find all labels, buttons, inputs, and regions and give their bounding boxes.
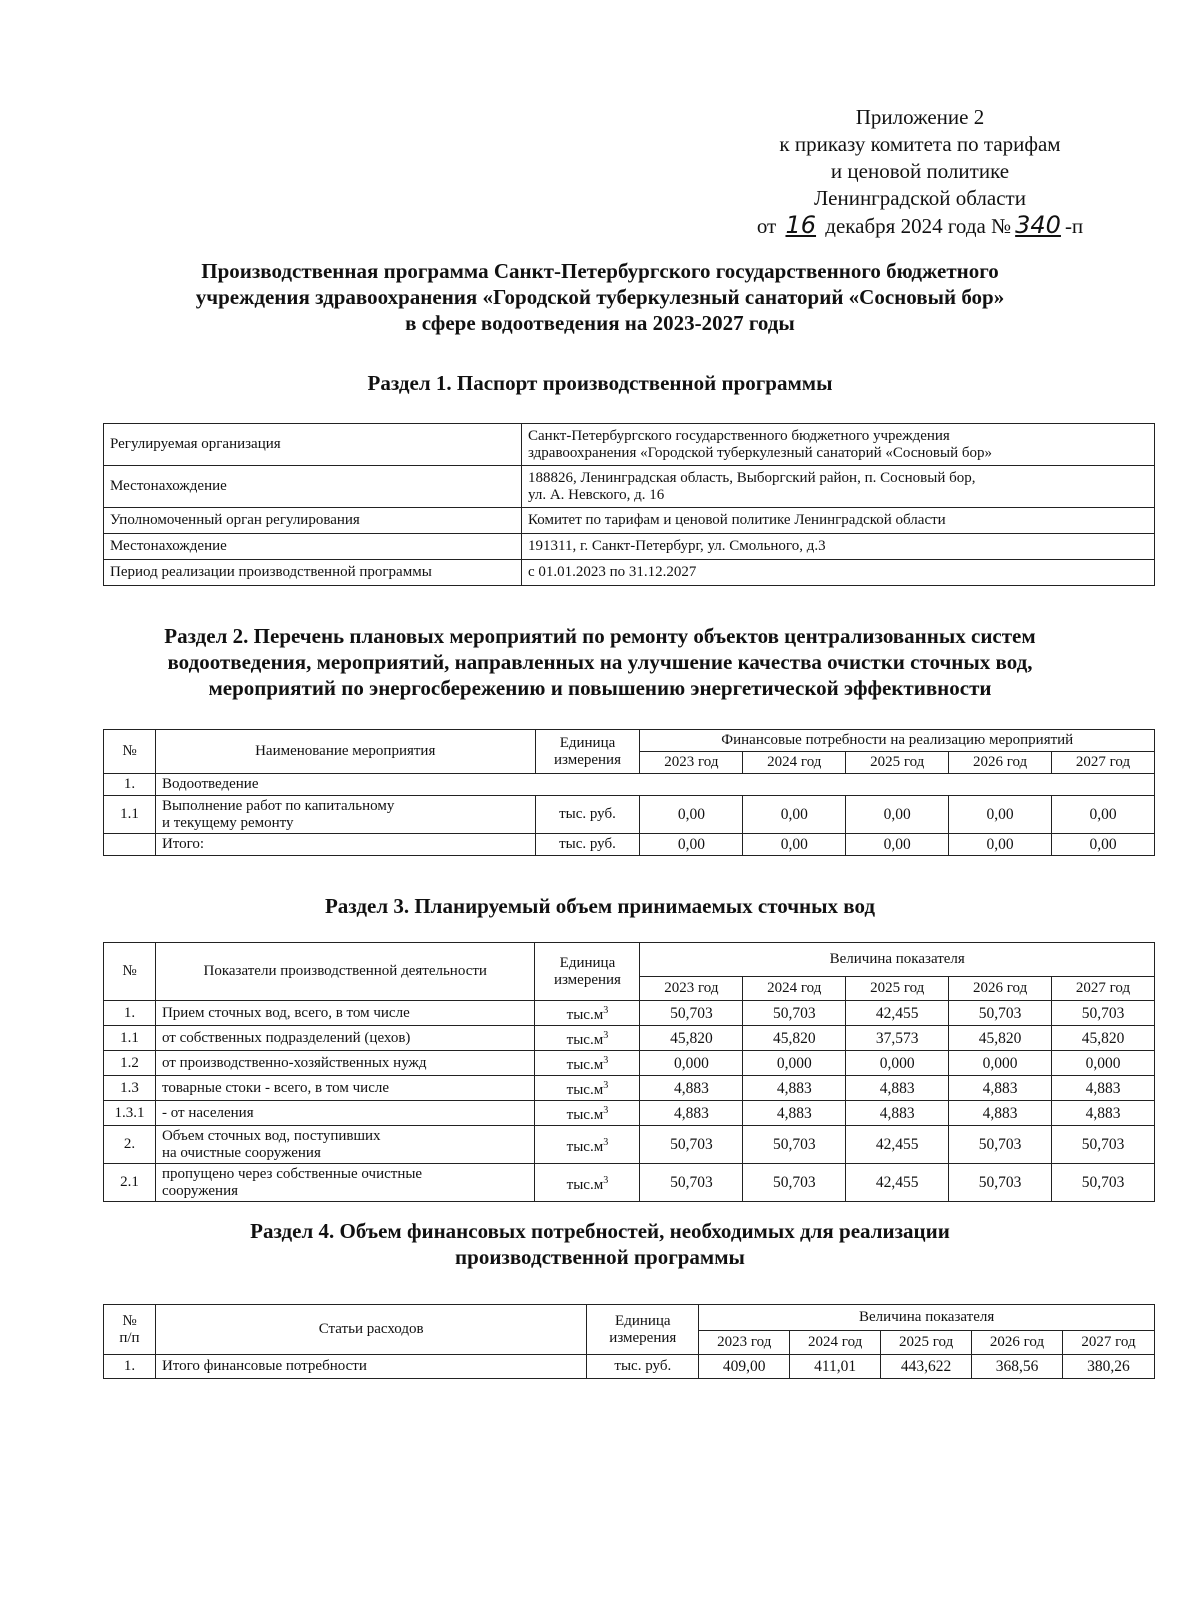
row-value: 4,883: [1052, 1101, 1155, 1126]
volume-table: [103, 942, 1155, 1202]
row-value: 0,00: [743, 796, 846, 834]
header-year: 2023 год: [640, 752, 743, 774]
annex-line-2: к приказу комитета по тарифам: [779, 132, 1061, 156]
row-value: 4,883: [640, 1101, 743, 1126]
row-num: 1.: [104, 1001, 156, 1026]
row-value: 45,820: [1052, 1026, 1155, 1051]
row-name: [155, 1026, 535, 1051]
table-row: [104, 424, 1155, 466]
table-row: [104, 560, 1155, 586]
table-row: [104, 834, 1155, 856]
unit-superscript: 3: [603, 1105, 609, 1116]
row-name: [155, 1164, 535, 1202]
section2-title: [100, 623, 1100, 701]
unit-base: тыс.м: [566, 1107, 604, 1123]
row-value: 42,455: [846, 1164, 949, 1202]
row-value: 37,573: [846, 1026, 949, 1051]
unit-base: тыс.м: [566, 1057, 604, 1073]
row-name-line: товарные стоки - всего, в том числе: [161, 1079, 389, 1096]
header-unit: [587, 1305, 699, 1355]
row-value: 380,26: [1062, 1355, 1154, 1379]
row-unit: [535, 1126, 640, 1164]
row-value: 0,000: [949, 1051, 1052, 1076]
row-value: 45,820: [949, 1026, 1052, 1051]
main-title-line-1: Производственная программа Санкт-Петербургского государственного бюджетного: [201, 259, 999, 283]
row-value: 42,455: [846, 1126, 949, 1164]
header-num: №: [104, 730, 156, 774]
unit-superscript: 3: [603, 1005, 609, 1016]
row-num: 2.: [104, 1126, 156, 1164]
row-value: 443,622: [881, 1355, 972, 1379]
unit-superscript: 3: [603, 1030, 609, 1041]
row-value: 0,00: [949, 834, 1052, 856]
row-name: [155, 1051, 535, 1076]
header-num: [104, 1305, 156, 1355]
row-num: 1.3: [104, 1076, 156, 1101]
row-num: 1.2: [104, 1051, 156, 1076]
section2-title-line: Раздел 2. Перечень плановых мероприятий по ремонту объектов централизованных систем: [164, 624, 1036, 648]
volume-table-body: [104, 1001, 1155, 1202]
row-name: [155, 1076, 535, 1101]
table-row: [104, 1051, 1155, 1076]
passport-value: 191311, г. Санкт-Петербург, ул. Смольного, д.3: [522, 534, 1155, 560]
row-value: 0,000: [1052, 1051, 1155, 1076]
header-value: Величина показателя: [699, 1305, 1155, 1331]
row-value: 50,703: [640, 1001, 743, 1026]
header-year: 2027 год: [1062, 1331, 1154, 1355]
table-header-row: [104, 943, 1155, 977]
row-value: 0,000: [743, 1051, 846, 1076]
row-num: 2.1: [104, 1164, 156, 1202]
row-value: 50,703: [640, 1164, 743, 1202]
row-name-line: на очистные сооружения: [161, 1144, 321, 1161]
row-value: 0,00: [1052, 796, 1155, 834]
row-value: 0,000: [846, 1051, 949, 1076]
row-name: [155, 796, 535, 834]
table-row: [104, 1164, 1155, 1202]
row-name-line: пропущено через собственные очистные: [161, 1165, 423, 1182]
section1-title: Раздел 1. Паспорт производственной программы: [367, 371, 833, 395]
passport-label: Регулируемая организация: [104, 424, 522, 466]
header-name: Показатели производственной деятельности: [155, 943, 535, 1001]
table-row: [104, 1101, 1155, 1126]
row-value: 368,56: [972, 1355, 1063, 1379]
table-row: [104, 534, 1155, 560]
header-year: 2024 год: [743, 752, 846, 774]
table-row: [104, 1076, 1155, 1101]
unit-base: тыс.м: [566, 1007, 604, 1023]
row-value: 50,703: [640, 1126, 743, 1164]
row-num: 1.: [104, 774, 156, 796]
order-suffix: -п: [1064, 214, 1084, 238]
passport-value: [522, 466, 1155, 508]
row-value: 4,883: [949, 1101, 1052, 1126]
row-value: 0,000: [640, 1051, 743, 1076]
row-value: 0,00: [846, 834, 949, 856]
header-unit: [535, 730, 640, 774]
passport-value-line: 188826, Ленинградская область, Выборгский район, п. Сосновый бор,: [528, 469, 976, 486]
header-unit-line: Единица: [559, 734, 616, 751]
header-year: 2025 год: [846, 752, 949, 774]
row-name: Водоотведение: [155, 774, 1154, 796]
unit-superscript: 3: [603, 1055, 609, 1066]
row-name-line: и текущему ремонту: [161, 814, 294, 831]
section4-title-line: производственной программы: [455, 1245, 745, 1269]
row-value: 50,703: [1052, 1164, 1155, 1202]
unit-superscript: 3: [603, 1136, 609, 1148]
row-num: [104, 834, 156, 856]
header-year: 2023 год: [699, 1331, 790, 1355]
row-value: 4,883: [1052, 1076, 1155, 1101]
main-title-line-3: в сфере водоотведения на 2023-2027 годы: [405, 311, 795, 335]
header-year: 2027 год: [1052, 752, 1155, 774]
header-year: 2026 год: [949, 752, 1052, 774]
header-unit-line: Единица: [615, 1312, 671, 1329]
unit-base: тыс.м: [566, 1082, 604, 1098]
header-year: 2023 год: [640, 977, 743, 1001]
header-finance: Финансовые потребности на реализацию мероприятий: [640, 730, 1155, 752]
row-name-line: Объем сточных вод, поступивших: [161, 1127, 381, 1144]
row-unit: тыс. руб.: [535, 796, 640, 834]
annex-line-3: и ценовой политике: [830, 159, 1010, 183]
row-value: 4,883: [846, 1101, 949, 1126]
table-row: [104, 1126, 1155, 1164]
passport-value: [522, 424, 1155, 466]
passport-table: [103, 423, 1155, 586]
row-value: 0,00: [1052, 834, 1155, 856]
row-name: [155, 1126, 535, 1164]
date-middle: декабря 2024 года №: [825, 214, 1012, 238]
row-name: Итого:: [155, 834, 535, 856]
row-value: 4,883: [640, 1076, 743, 1101]
row-name-line: от собственных подразделений (цехов): [161, 1029, 411, 1046]
unit-base: тыс.м: [566, 1176, 604, 1193]
annex-header: [740, 104, 1100, 240]
table-header-row: [104, 730, 1155, 752]
row-num: 1.: [104, 1355, 156, 1379]
row-value: 4,883: [743, 1076, 846, 1101]
passport-label: Местонахождение: [104, 534, 522, 560]
row-value: 45,820: [640, 1026, 743, 1051]
passport-value: Комитет по тарифам и ценовой политике Ленинградской области: [522, 508, 1155, 534]
header-year: 2026 год: [972, 1331, 1063, 1355]
row-num: 1.3.1: [104, 1101, 156, 1126]
row-value: 50,703: [1052, 1001, 1155, 1026]
unit-base: тыс.м: [566, 1138, 604, 1155]
passport-value-line: Санкт-Петербургского государственного бюджетного учреждения: [528, 427, 950, 444]
header-unit: [535, 943, 640, 1001]
handwritten-number: 340: [1015, 211, 1061, 239]
unit-base: тыс.м: [566, 1032, 604, 1048]
row-unit: тыс. руб.: [587, 1355, 699, 1379]
date-prefix: от: [756, 214, 777, 238]
row-value: 409,00: [699, 1355, 790, 1379]
row-unit: тыс. руб.: [535, 834, 640, 856]
passport-value-line: ул. А. Невского, д. 16: [528, 486, 665, 503]
row-value: 0,00: [640, 834, 743, 856]
row-value: 0,00: [846, 796, 949, 834]
section4-title: [100, 1218, 1100, 1270]
section2-title-line: водоотведения, мероприятий, направленных на улучшение качества очистки сточных вод,: [167, 650, 1033, 674]
table-row: [104, 1026, 1155, 1051]
row-value: 50,703: [949, 1126, 1052, 1164]
row-unit: [535, 1001, 640, 1026]
row-value: 50,703: [1052, 1126, 1155, 1164]
annex-line-1: Приложение 2: [855, 105, 985, 129]
header-year: 2024 год: [790, 1331, 881, 1355]
row-name: [155, 1001, 535, 1026]
row-value: 4,883: [846, 1076, 949, 1101]
section4-title-line: Раздел 4. Объем финансовых потребностей, необходимых для реализации: [250, 1219, 950, 1243]
header-unit-line: измерения: [609, 1329, 677, 1346]
header-name: Наименование мероприятия: [155, 730, 535, 774]
main-title-line-2: учреждения здравоохранения «Городской туберкулезный санаторий «Сосновый бор»: [195, 285, 1005, 309]
row-value: 0,00: [743, 834, 846, 856]
header-year: 2026 год: [949, 977, 1052, 1001]
header-unit-line: измерения: [553, 751, 621, 768]
row-value: 50,703: [743, 1126, 846, 1164]
table-row: [104, 774, 1155, 796]
section3-title: Раздел 3. Планируемый объем принимаемых сточных вод: [324, 894, 876, 918]
row-value: 4,883: [743, 1101, 846, 1126]
table-header-row: [104, 1305, 1155, 1331]
header-unit-line: измерения: [553, 971, 621, 988]
annex-line-4: Ленинградской области: [814, 186, 1026, 210]
table-row: [104, 1355, 1155, 1379]
header-year: 2024 год: [743, 977, 846, 1001]
passport-label: Местонахождение: [104, 466, 522, 508]
header-year: 2027 год: [1052, 977, 1155, 1001]
row-name: Итого финансовые потребности: [155, 1355, 586, 1379]
row-name-line: от производственно-хозяйственных нужд: [161, 1054, 427, 1071]
row-value: 411,01: [790, 1355, 881, 1379]
row-name-line: - от населения: [161, 1104, 254, 1121]
row-value: 50,703: [743, 1164, 846, 1202]
row-num: 1.1: [104, 796, 156, 834]
table-row: [104, 1001, 1155, 1026]
row-value: 42,455: [846, 1001, 949, 1026]
section2-title-line: мероприятий по энергосбережению и повышению энергетической эффективности: [208, 676, 992, 700]
row-value: 50,703: [949, 1001, 1052, 1026]
row-name: [155, 1101, 535, 1126]
annex-date-line: [740, 212, 1100, 240]
passport-value-line: здравоохранения «Городской туберкулезный санаторий «Сосновый бор»: [528, 444, 993, 461]
main-title: [100, 258, 1100, 336]
header-year: 2025 год: [881, 1331, 972, 1355]
unit-superscript: 3: [603, 1080, 609, 1091]
table-row: [104, 796, 1155, 834]
row-name-line: Прием сточных вод, всего, в том числе: [161, 1004, 410, 1021]
row-name-line: Выполнение работ по капитальному: [161, 797, 395, 814]
row-value: 45,820: [743, 1026, 846, 1051]
row-value: 0,00: [640, 796, 743, 834]
header-value: Величина показателя: [640, 943, 1155, 977]
header-num: №: [104, 943, 156, 1001]
row-num: 1.1: [104, 1026, 156, 1051]
events-table: [103, 729, 1155, 856]
passport-label: Уполномоченный орган регулирования: [104, 508, 522, 534]
table-row: [104, 508, 1155, 534]
row-value: 50,703: [743, 1001, 846, 1026]
unit-superscript: 3: [603, 1174, 609, 1186]
row-unit: [535, 1051, 640, 1076]
header-num-line: №: [122, 1312, 137, 1329]
row-unit: [535, 1076, 640, 1101]
row-value: 0,00: [949, 796, 1052, 834]
header-year: 2025 год: [846, 977, 949, 1001]
row-name-line: сооружения: [161, 1182, 239, 1199]
header-name: Статьи расходов: [155, 1305, 586, 1355]
passport-value: с 01.01.2023 по 31.12.2027: [522, 560, 1155, 586]
finance-table: [103, 1304, 1155, 1379]
table-row: [104, 466, 1155, 508]
header-num-line: п/п: [119, 1329, 140, 1346]
handwritten-day: 16: [785, 211, 817, 239]
passport-label: Период реализации производственной программы: [104, 560, 522, 586]
row-unit: [535, 1026, 640, 1051]
row-unit: [535, 1101, 640, 1126]
header-unit-line: Единица: [559, 954, 616, 971]
row-value: 4,883: [949, 1076, 1052, 1101]
row-value: 50,703: [949, 1164, 1052, 1202]
row-unit: [535, 1164, 640, 1202]
